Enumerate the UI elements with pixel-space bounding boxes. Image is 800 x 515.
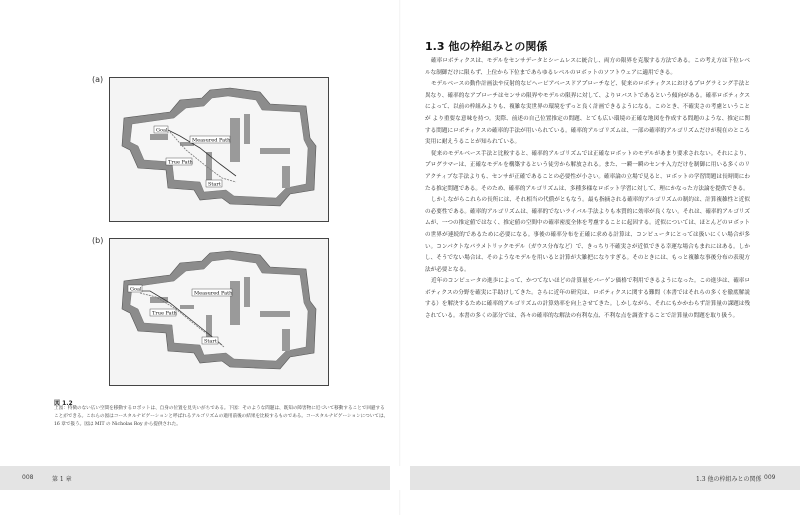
occupancy-map-a [110,78,328,221]
page-number-left: 008 [22,474,34,481]
occupancy-map-b [110,239,328,385]
map-a-measured: Measured Path [192,137,231,144]
figure-b-label: (b) [92,236,104,245]
section-title: 1.3 他の枠組みとの関係 [425,40,548,53]
map-b [109,238,329,386]
paragraph: 近年のコンピュータの進歩によって、かつてないほどの計算量をバーゲン価格で利用できるようになった。この進歩は、確率ロボティクスの分野を確実に手助けしてきた。さらに近年の研究は、ロボティクスに関する難問（本書ではそれらの多くを徹底解説する）を解決するために確率的アルゴリズムの計算効率を向上させてきた。しかしながら、それにもかかわらず計算量の課題は残されている。本書の多くの部分では、各々の確率的な解法の有利な点、不利な点を調査することで計算量の問題を取り扱う。 [425,278,750,320]
map-b-start: Start [204,338,217,345]
gutter [390,466,410,490]
chapter-label: 第 1 章 [52,476,72,483]
map-b-true: True Path [152,310,177,317]
gutter-shadow [399,0,401,515]
map-b-measured: Measured Path [194,290,233,297]
map-b-goal: Goal [130,286,142,293]
paragraph: 確率ロボティクスは、モデルをセンサデータとシームレスに統合し、両方の限界を克服する方法である。この考え方は下位レベルな制御だけに限らず、上位から下位まであらゆるレベルのロボットのソフトウェアに適用できる。 [425,58,750,76]
running-head: 1.3 他の枠組みとの関係 [696,476,762,483]
map-a-true: True Path [168,159,193,166]
map-a-goal: Goal [156,127,168,134]
map-a-start: Start [208,181,221,188]
paragraph: モデルベースの動作計画法や反射的なビヘービアベースドアプローチなど、従来のロボティクスにおけるプログラミング手法と異なり、確率的なアプローチはセンサの限界やモデルの限界に対して、よりロバストであるという傾向がある。確率ロボティクスによって、以前の枠組みよりも、複雑な実世界の環境をずっと良く計画できるようになる。このとき、不確実さの考慮ということが より重要な意味を持つ。実際、前述の自己位置推定の問題、とても広い環境の正確な地図を作成する問題のような、推定に関する問題にロボティクスの確率的手法が用いられている。確率的アルゴリズムは、一部の確率的アルゴリズムだけが現在のところ実用に耐えうることが知られている。 [425,81,750,146]
paragraph: 従来のモデルベース手法と比較すると、確率的アルゴリズムでは正確なロボットのモデルがあまり要求されない。それにより、プログラマーは、正確なモデルを構築するという徒労から解放される。また、一瞬一瞬のセンサ入力だけを制御に用いる多くのリアクティブな手法よりも、センサが正確であることの必要性が小さい。確率論の立場で見ると、ロボットの学習問題は長時間にわたる推定問題である。そのため、確率的アルゴリズムは、多種多様なロボット学習に対して、理にかなった方法論を提供できる。 [425,150,750,192]
page-number-right: 009 [764,474,776,481]
figure-caption: 上図：特徴のない広い空間を移動するロボットは、自身の位置を見失いがちである。下図：そのような問題は、既知の障害物に近づいて移動することで回避することができる。これらの図はコースタルナビゲーションと呼ばれるアルゴリズムの適用前後の結果を比較するものである。コースタルナビゲーションについては、16 章で扱う。図は MIT の Nicholas Roy から提供された。 [54,406,389,427]
paragraph: しかしながらこれらの長所には、それ相当の代償がともなう。最も指摘される確率的アルゴリズムの制約は、計算複雑性と近似の必要性である。確率的アルゴリズムは、確率的でないライバル手法よりも本質的に効率が良くない。それは、確率的アルゴリズムが、一つの推定値ではなく、推定値の空間中の確率密度全体を考慮することに起因する。近似については、ほとんどのロボットの世界が連続的であるために必要になる。事後の確率分布を正確に求める計算は、コンピュータにとっては扱いにくい場合が多い。コンパクトなパラメトリックモデル（ガウス分布など）で、きっちり不確実さが近似できる幸運な場合もまれにはある。しかし、そうでない場合は、そのようなモデルを用いると計算が大雑把になりすぎる。そのときには、もっと複雑な事後分布の表現方法が必要となる。 [425,197,750,273]
map-a [109,77,329,222]
body-text [425,56,750,323]
figure-a-label: (a) [92,75,104,84]
figure-caption-title: 図 1.2 [54,400,73,407]
